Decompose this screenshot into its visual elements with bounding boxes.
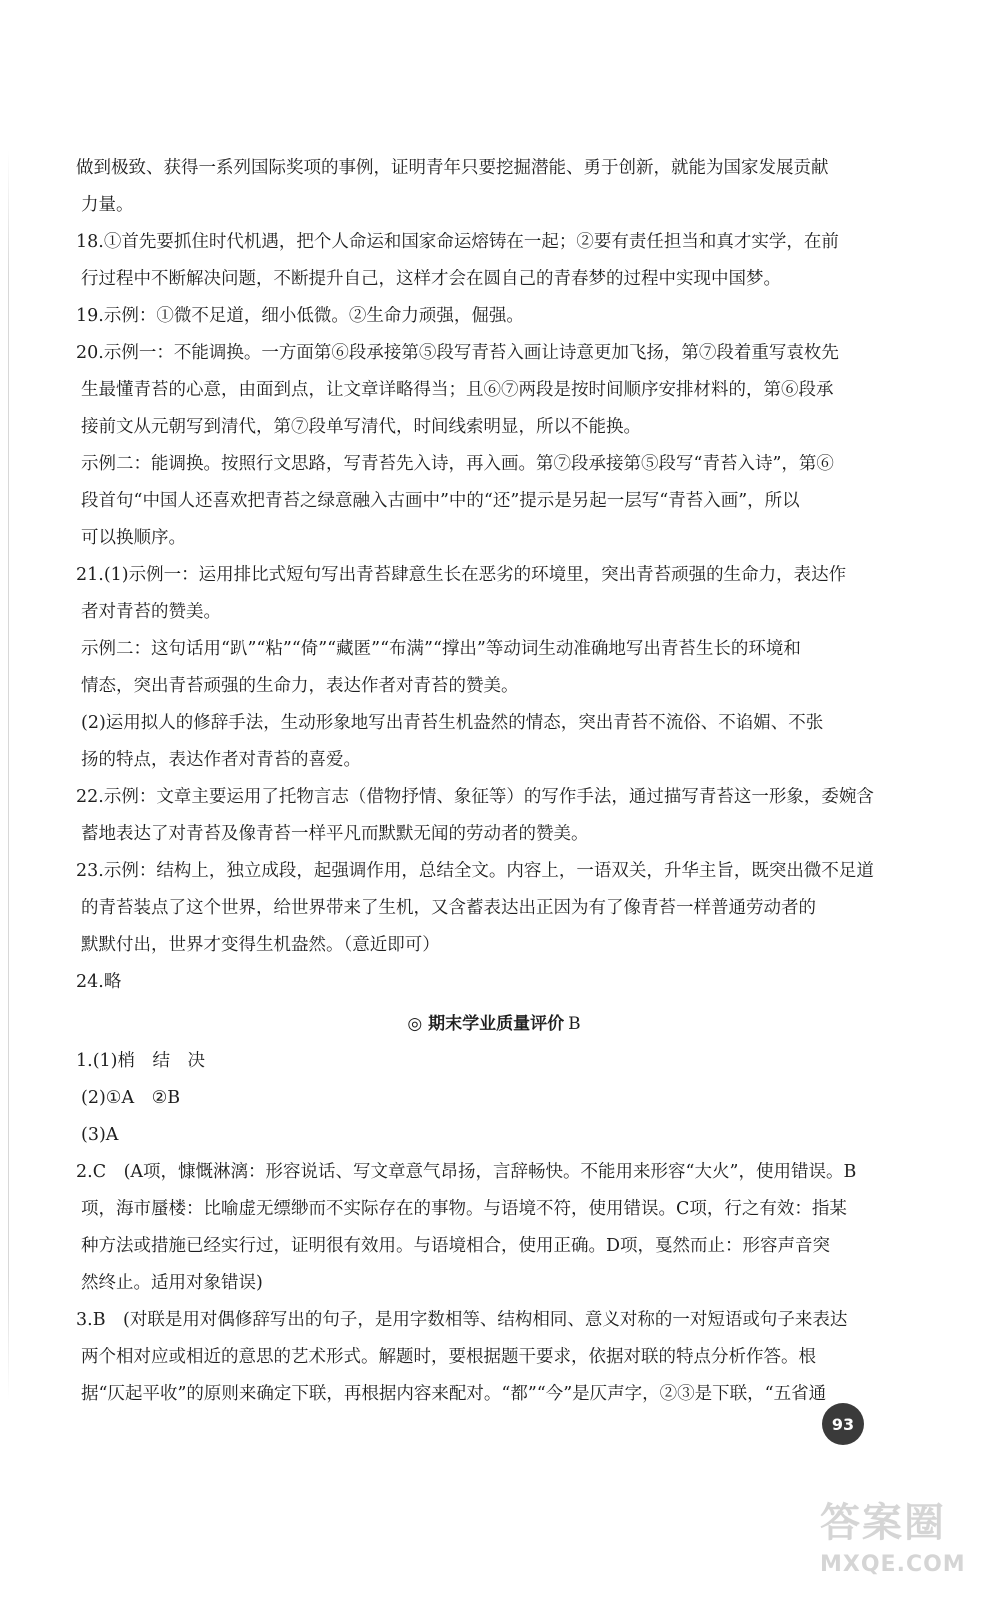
text-line: 据“仄起平收”的原则来确定下联，再根据内容来配对。“都”“今”是仄声字，②③是下联，“五省通 — [81, 1384, 827, 1404]
text-line: 行过程中不断解决问题，不断提升自己，这样才会在圆自己的青春梦的过程中实现中国梦。 — [81, 269, 781, 289]
text-line: 22.示例：文章主要运用了托物言志（借物抒情、象征等）的写作手法，通过描写青苔这一形象，委婉含 — [76, 787, 874, 807]
text-line: 2.C (A项，慷慨淋漓：形容说话、写文章意气昂扬，言辞畅快。不能用来形容“大火”，使用错误。B — [76, 1162, 857, 1182]
text-line: 18.①首先要抓住时代机遇，把个人命运和国家命运熔铸在一起；②要有责任担当和真才实学，在前 — [76, 232, 839, 252]
watermark-bottom: MXQE.COM — [820, 1552, 966, 1577]
text-line: 者对青苔的赞美。 — [81, 602, 221, 622]
text-line: 扬的特点，表达作者对青苔的喜爱。 — [81, 750, 361, 770]
text-line: 种方法或措施已经实行过，证明很有效用。与语境相合，使用正确。D项，戛然而止：形容声音突 — [81, 1236, 831, 1256]
text-line: 接前文从元朝写到清代，第⑦段单写清代，时间线索明显，所以不能换。 — [81, 417, 641, 437]
text-line: (2)运用拟人的修辞手法，生动形象地写出青苔生机盎然的情态，突出青苔不流俗、不谄媚、不张 — [81, 713, 824, 733]
text-line: (2)①A ②B — [81, 1088, 181, 1108]
text-line: 20.示例一：不能调换。一方面第⑥段承接第⑤段写青苔入画让诗意更加飞扬，第⑦段着重写袁枚先 — [76, 343, 839, 363]
bullseye-icon: ◎ — [407, 1014, 423, 1034]
page-number-badge: 93 — [822, 1403, 864, 1445]
watermark-logo — [820, 1495, 970, 1595]
text-line: 做到极致、获得一系列国际奖项的事例，证明青年只要挖掘潜能、勇于创新，就能为国家发展贡献 — [76, 158, 829, 178]
text-line: 两个相对应或相近的意思的艺术形式。解题时，要根据题干要求，依据对联的特点分析作答。根 — [81, 1347, 816, 1367]
text-line: 蓄地表达了对青苔及像青苔一样平凡而默默无闻的劳动者的赞美。 — [81, 824, 589, 844]
section-title: 期末学业质量评价 — [428, 1014, 565, 1034]
text-line: 21.(1)示例一：运用排比式短句写出青苔肆意生长在恶劣的环境里，突出青苔顽强的生命力，表达作 — [76, 565, 847, 585]
text-line: 19.示例：①微不足道，细小低微。②生命力顽强，倔强。 — [76, 306, 524, 326]
text-line: 24.略 — [76, 972, 122, 992]
watermark-top: 答案圈 — [820, 1500, 946, 1546]
section-grade: B — [568, 1014, 581, 1034]
text-line: 1.(1)梢 结 决 — [76, 1051, 205, 1071]
text-line: 生最懂青苔的心意，由面到点，让文章详略得当；且⑥⑦两段是按时间顺序安排材料的，第⑥段承 — [81, 380, 834, 400]
section-heading — [76, 1005, 912, 1043]
text-line: 3.B (对联是用对偶修辞写出的句子，是用字数相等、结构相同、意义对称的一对短语或句子来表达 — [76, 1310, 848, 1330]
text-line: 力量。 — [81, 195, 134, 215]
answer-content — [76, 150, 912, 1413]
binding-margin-line — [8, 150, 9, 1400]
text-line: 默默付出，世界才变得生机盎然。（意近即可） — [81, 935, 440, 955]
text-line: 可以换顺序。 — [81, 528, 186, 548]
text-line: 情态，突出青苔顽强的生命力，表达作者对青苔的赞美。 — [81, 676, 519, 696]
text-line: 示例二：能调换。按照行文思路，写青苔先入诗，再入画。第⑦段承接第⑤段写“青苔入诗”，第⑥ — [81, 454, 834, 474]
text-line: 的青苔装点了这个世界，给世界带来了生机，又含蓄表达出正因为有了像青苔一样普通劳动者的 — [81, 898, 816, 918]
text-line: (3)A — [81, 1125, 119, 1145]
text-line: 项，海市蜃楼：比喻虚无缥缈而不实际存在的事物。与语境不符，使用错误。C项，行之有效：指某 — [81, 1199, 847, 1219]
text-line: 段首句“中国人还喜欢把青苔之绿意融入古画中”中的“还”提示是另起一层写“青苔入画”，所以 — [81, 491, 800, 511]
text-line: 示例二：这句话用“趴”“粘”“倚”“藏匿”“布满”“撑出”等动词生动准确地写出青苔生长的环境和 — [81, 639, 801, 659]
text-line: 然终止。适用对象错误) — [81, 1273, 263, 1293]
text-line: 23.示例：结构上，独立成段，起强调作用，总结全文。内容上，一语双关，升华主旨，既突出微不足道 — [76, 861, 874, 881]
